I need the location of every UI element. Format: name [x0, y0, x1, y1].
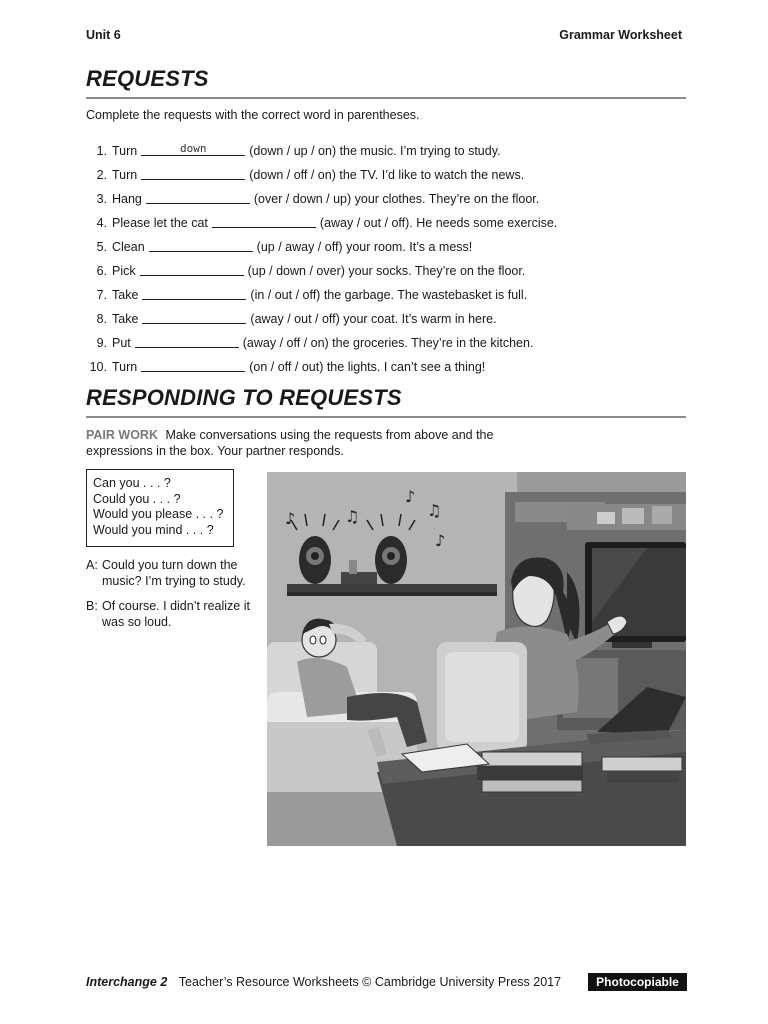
item-options: (in / out / off) the garbage. The wastebasket is full. [250, 288, 528, 302]
photocopiable-badge: Photocopiable [588, 973, 687, 991]
request-item [86, 302, 686, 326]
dialog-line-b [86, 598, 258, 630]
expression: Would you please . . . ? [93, 507, 224, 521]
request-item [86, 326, 686, 350]
worksheet-type: Grammar Worksheet [559, 28, 682, 42]
item-options: (on / off / out) the lights. I can’t see a thing! [249, 360, 486, 374]
answer-text: down [180, 142, 207, 155]
item-options: (up / away / off) your room. It’s a mess! [256, 240, 473, 254]
expression: Can you . . . ? [93, 476, 171, 490]
item-number: 10. [89, 360, 107, 374]
item-options: (over / down / up) your clothes. They’re on the floor. [253, 192, 540, 206]
divider [86, 97, 686, 99]
item-options: (down / off / on) the TV. I’d like to watch the news. [249, 168, 525, 182]
answer-blank[interactable] [212, 213, 316, 228]
item-number: 4. [96, 216, 107, 230]
answer-blank[interactable] [140, 261, 244, 276]
answer-blank[interactable] [142, 285, 246, 300]
item-number: 8. [96, 312, 107, 326]
item-prefix: Hang [112, 192, 142, 206]
svg-text:♪: ♪ [435, 531, 446, 550]
expression: Could you . . . ? [93, 491, 181, 506]
section-title-requests: REQUESTS [86, 66, 209, 91]
speaker-label: B: [86, 599, 98, 613]
item-prefix: Please let the cat [112, 216, 208, 230]
dialog-line-a [86, 557, 258, 589]
answer-blank[interactable] [141, 357, 245, 372]
item-number: 1. [96, 144, 107, 158]
pair-work-label: PAIR WORK [86, 428, 158, 442]
request-list [86, 134, 686, 374]
svg-text:♪: ♪ [285, 509, 296, 528]
answer-blank[interactable] [142, 309, 246, 324]
request-item [86, 206, 686, 230]
section-title-responding: RESPONDING TO REQUESTS [86, 385, 402, 410]
item-prefix: Turn [112, 360, 138, 374]
svg-text:♫: ♫ [427, 501, 442, 520]
request-item [86, 158, 686, 182]
unit-label: Unit 6 [86, 28, 121, 42]
copyright-text: Teacher’s Resource Worksheets © Cambridge University Press 2017 [178, 975, 562, 989]
item-number: 3. [96, 192, 107, 206]
divider [86, 416, 686, 418]
request-item [86, 278, 686, 302]
request-item [86, 134, 686, 158]
expressions-box [86, 469, 234, 547]
item-number: 9. [96, 336, 107, 350]
item-options: (away / off / on) the groceries. They’re in the kitchen. [242, 336, 534, 350]
book-title: Interchange 2 [86, 975, 168, 989]
answer-blank[interactable] [146, 189, 250, 204]
svg-text:♪: ♪ [405, 487, 416, 506]
item-prefix: Take [112, 312, 139, 326]
item-options: (up / down / over) your socks. They’re on the floor. [247, 264, 526, 278]
item-prefix: Clean [112, 240, 145, 254]
item-options: (away / out / off) your coat. It’s warm in here. [250, 312, 497, 326]
answer-blank[interactable] [141, 141, 245, 156]
expression: Would you mind . . . ? [93, 522, 214, 537]
item-number: 5. [96, 240, 107, 254]
request-item [86, 230, 686, 254]
answer-blank[interactable] [141, 165, 245, 180]
request-item [86, 182, 686, 206]
speaker-label: A: [86, 558, 98, 572]
pair-work-instructions [86, 427, 506, 459]
answer-blank[interactable] [149, 237, 253, 252]
item-prefix: Pick [112, 264, 136, 278]
dialog-text: Could you turn down the music? I’m trying to study. [102, 558, 246, 588]
item-prefix: Put [112, 336, 131, 350]
item-prefix: Take [112, 288, 139, 302]
item-prefix: Turn [112, 168, 138, 182]
request-item [86, 350, 686, 374]
dialog-text: Of course. I didn’t realize it was so loud. [102, 599, 250, 629]
request-item [86, 254, 686, 278]
item-options: (away / out / off). He needs some exercise. [319, 216, 558, 230]
item-prefix: Turn [112, 144, 138, 158]
pair-work-text: Make conversations using the requests from above and the expressions in the box. Your partner responds. [86, 428, 494, 458]
item-number: 6. [96, 264, 107, 278]
item-number: 7. [96, 288, 107, 302]
footer-credit [86, 975, 561, 989]
item-options: (down / up / on) the music. I’m trying to study. [249, 144, 501, 158]
item-number: 2. [96, 168, 107, 182]
svg-text:♫: ♫ [345, 507, 360, 526]
instructions: Complete the requests with the correct word in parentheses. [86, 108, 420, 122]
illustration-loud-music [267, 472, 686, 846]
answer-blank[interactable] [135, 333, 239, 348]
